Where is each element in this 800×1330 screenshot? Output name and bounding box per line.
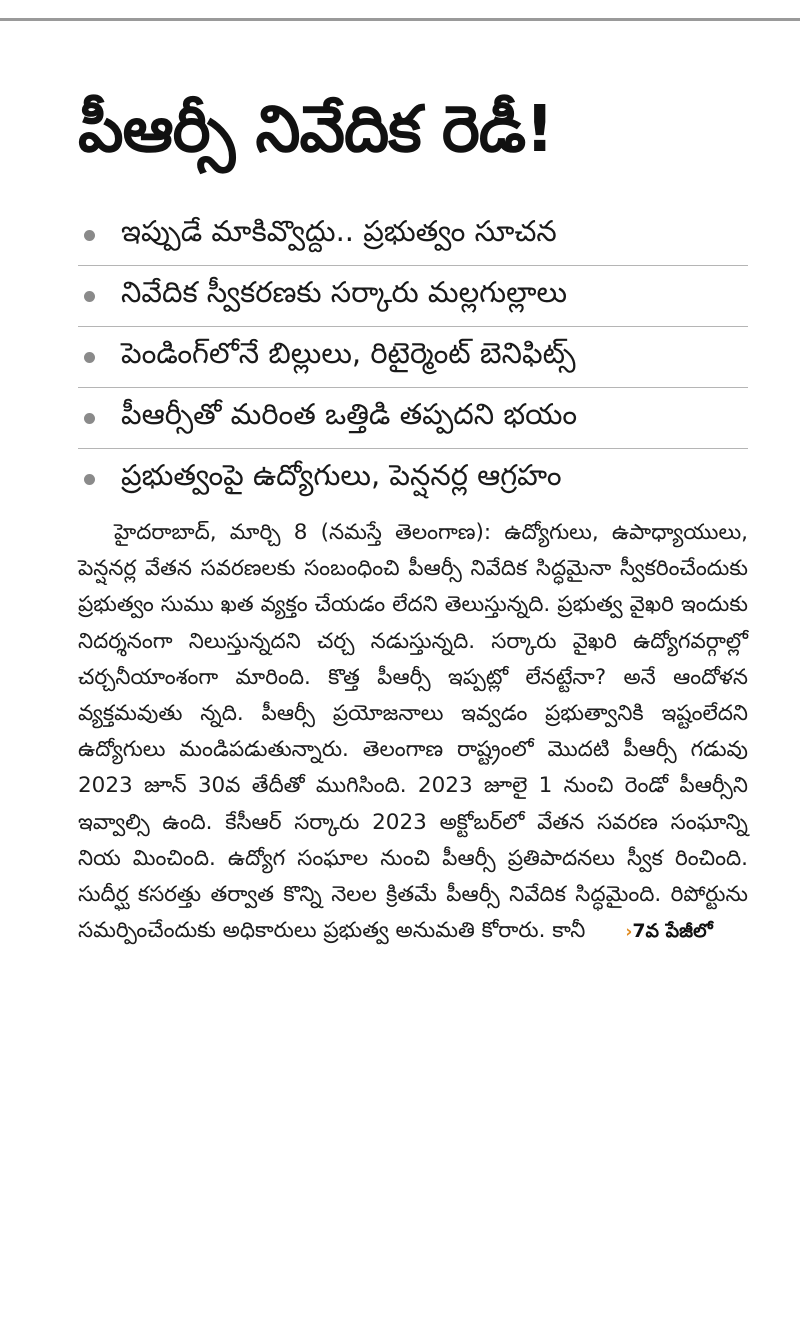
- article-body: [78, 515, 748, 950]
- continue-arrow-icon: ›: [625, 922, 633, 943]
- bullet-icon: [84, 352, 95, 363]
- bullet-icon: [84, 474, 95, 485]
- continued-on-page: [625, 920, 712, 942]
- highlights-list: [78, 205, 748, 509]
- news-article: [78, 55, 748, 950]
- continued-label: 7వ పేజీలో: [632, 920, 713, 943]
- bullet-icon: [84, 230, 95, 241]
- highlight-text: నివేదిక స్వీకరణకు సర్కారు మల్లగుల్లాలు: [121, 275, 568, 309]
- highlight-item: [78, 266, 748, 327]
- highlight-text: ప్రభుత్వంపై ఉద్యోగులు, పెన్షనర్ల ఆగ్రహం: [121, 458, 562, 492]
- highlight-item: [78, 205, 748, 266]
- highlight-text: పీఆర్సీతో మరింత ఒత్తిడి తప్పదని భయం: [121, 397, 578, 431]
- bullet-icon: [84, 413, 95, 424]
- bullet-icon: [84, 291, 95, 302]
- headline: పీఆర్సీ నివేదిక రెడీ!: [78, 93, 554, 167]
- highlight-item: [78, 388, 748, 449]
- top-rule: [0, 18, 800, 21]
- highlight-text: ఇప్పుడే మాకివ్వొద్దు.. ప్రభుత్వం సూచన: [121, 214, 557, 248]
- highlight-item: [78, 449, 748, 509]
- article-body-text: హైదరాబాద్, మార్చి 8 (నమస్తే తెలంగాణ): ఉద్యోగులు, ఉపాధ్యాయులు, పెన్షనర్ల వేతన సవరణలకు సంబంధించి పీఆర్సీ నివేదిక సిద్ధమైనా స్వీకరించేందుకు ప్రభుత్వం సుము ఖత వ్యక్తం చేయడం లేదని తెలుస్తున్నది. ప్రభుత్వ వైఖరి ఇందుకు నిదర్శనంగా నిలుస్తున్నదని చర్చ నడుస్తున్నది. సర్కారు వైఖరి ఉద్యోగవర్గాల్లో చర్చనీయాంశంగా మారింది. కొత్త పీఆర్సీ ఇప్పట్లో లేనట్టేనా? అనే ఆందోళన వ్యక్తమవుతు న్నది. పీఆర్సీ ప్రయోజనాలు ఇవ్వడం ప్రభుత్వానికి ఇష్టంలేదని ఉద్యోగులు మండిపడుతున్నారు. తెలంగాణ రాష్ట్రంలో మొదటి పీఆర్సీ గడువు 2023 జూన్ 30వ తేదీతో ముగిసింది. 2023 జూలై 1 నుంచి రెండో పీఆర్సీని ఇవ్వాల్సి ఉంది. కేసీఆర్ సర్కారు 2023 అక్టోబర్‌లో వేతన సవరణ సంఘాన్ని నియ మించింది. ఉద్యోగ సంఘాల నుంచి పీఆర్సీ ప్రతిపాదనలు స్వీక రించింది. సుదీర్ఘ కసరత్తు తర్వాత కొన్ని నెలల క్రితమే పీఆర్సీ నివేదిక సిద్ధమైంది. రిపోర్టును సమర్పించేందుకు అధికారులు ప్రభుత్వ అనుమతి కోరారు. కానీ: [78, 520, 748, 944]
- highlight-text: పెండింగ్‌లోనే బిల్లులు, రిటైర్మెంట్ బెనిఫిట్స్: [121, 336, 576, 370]
- highlight-item: [78, 327, 748, 388]
